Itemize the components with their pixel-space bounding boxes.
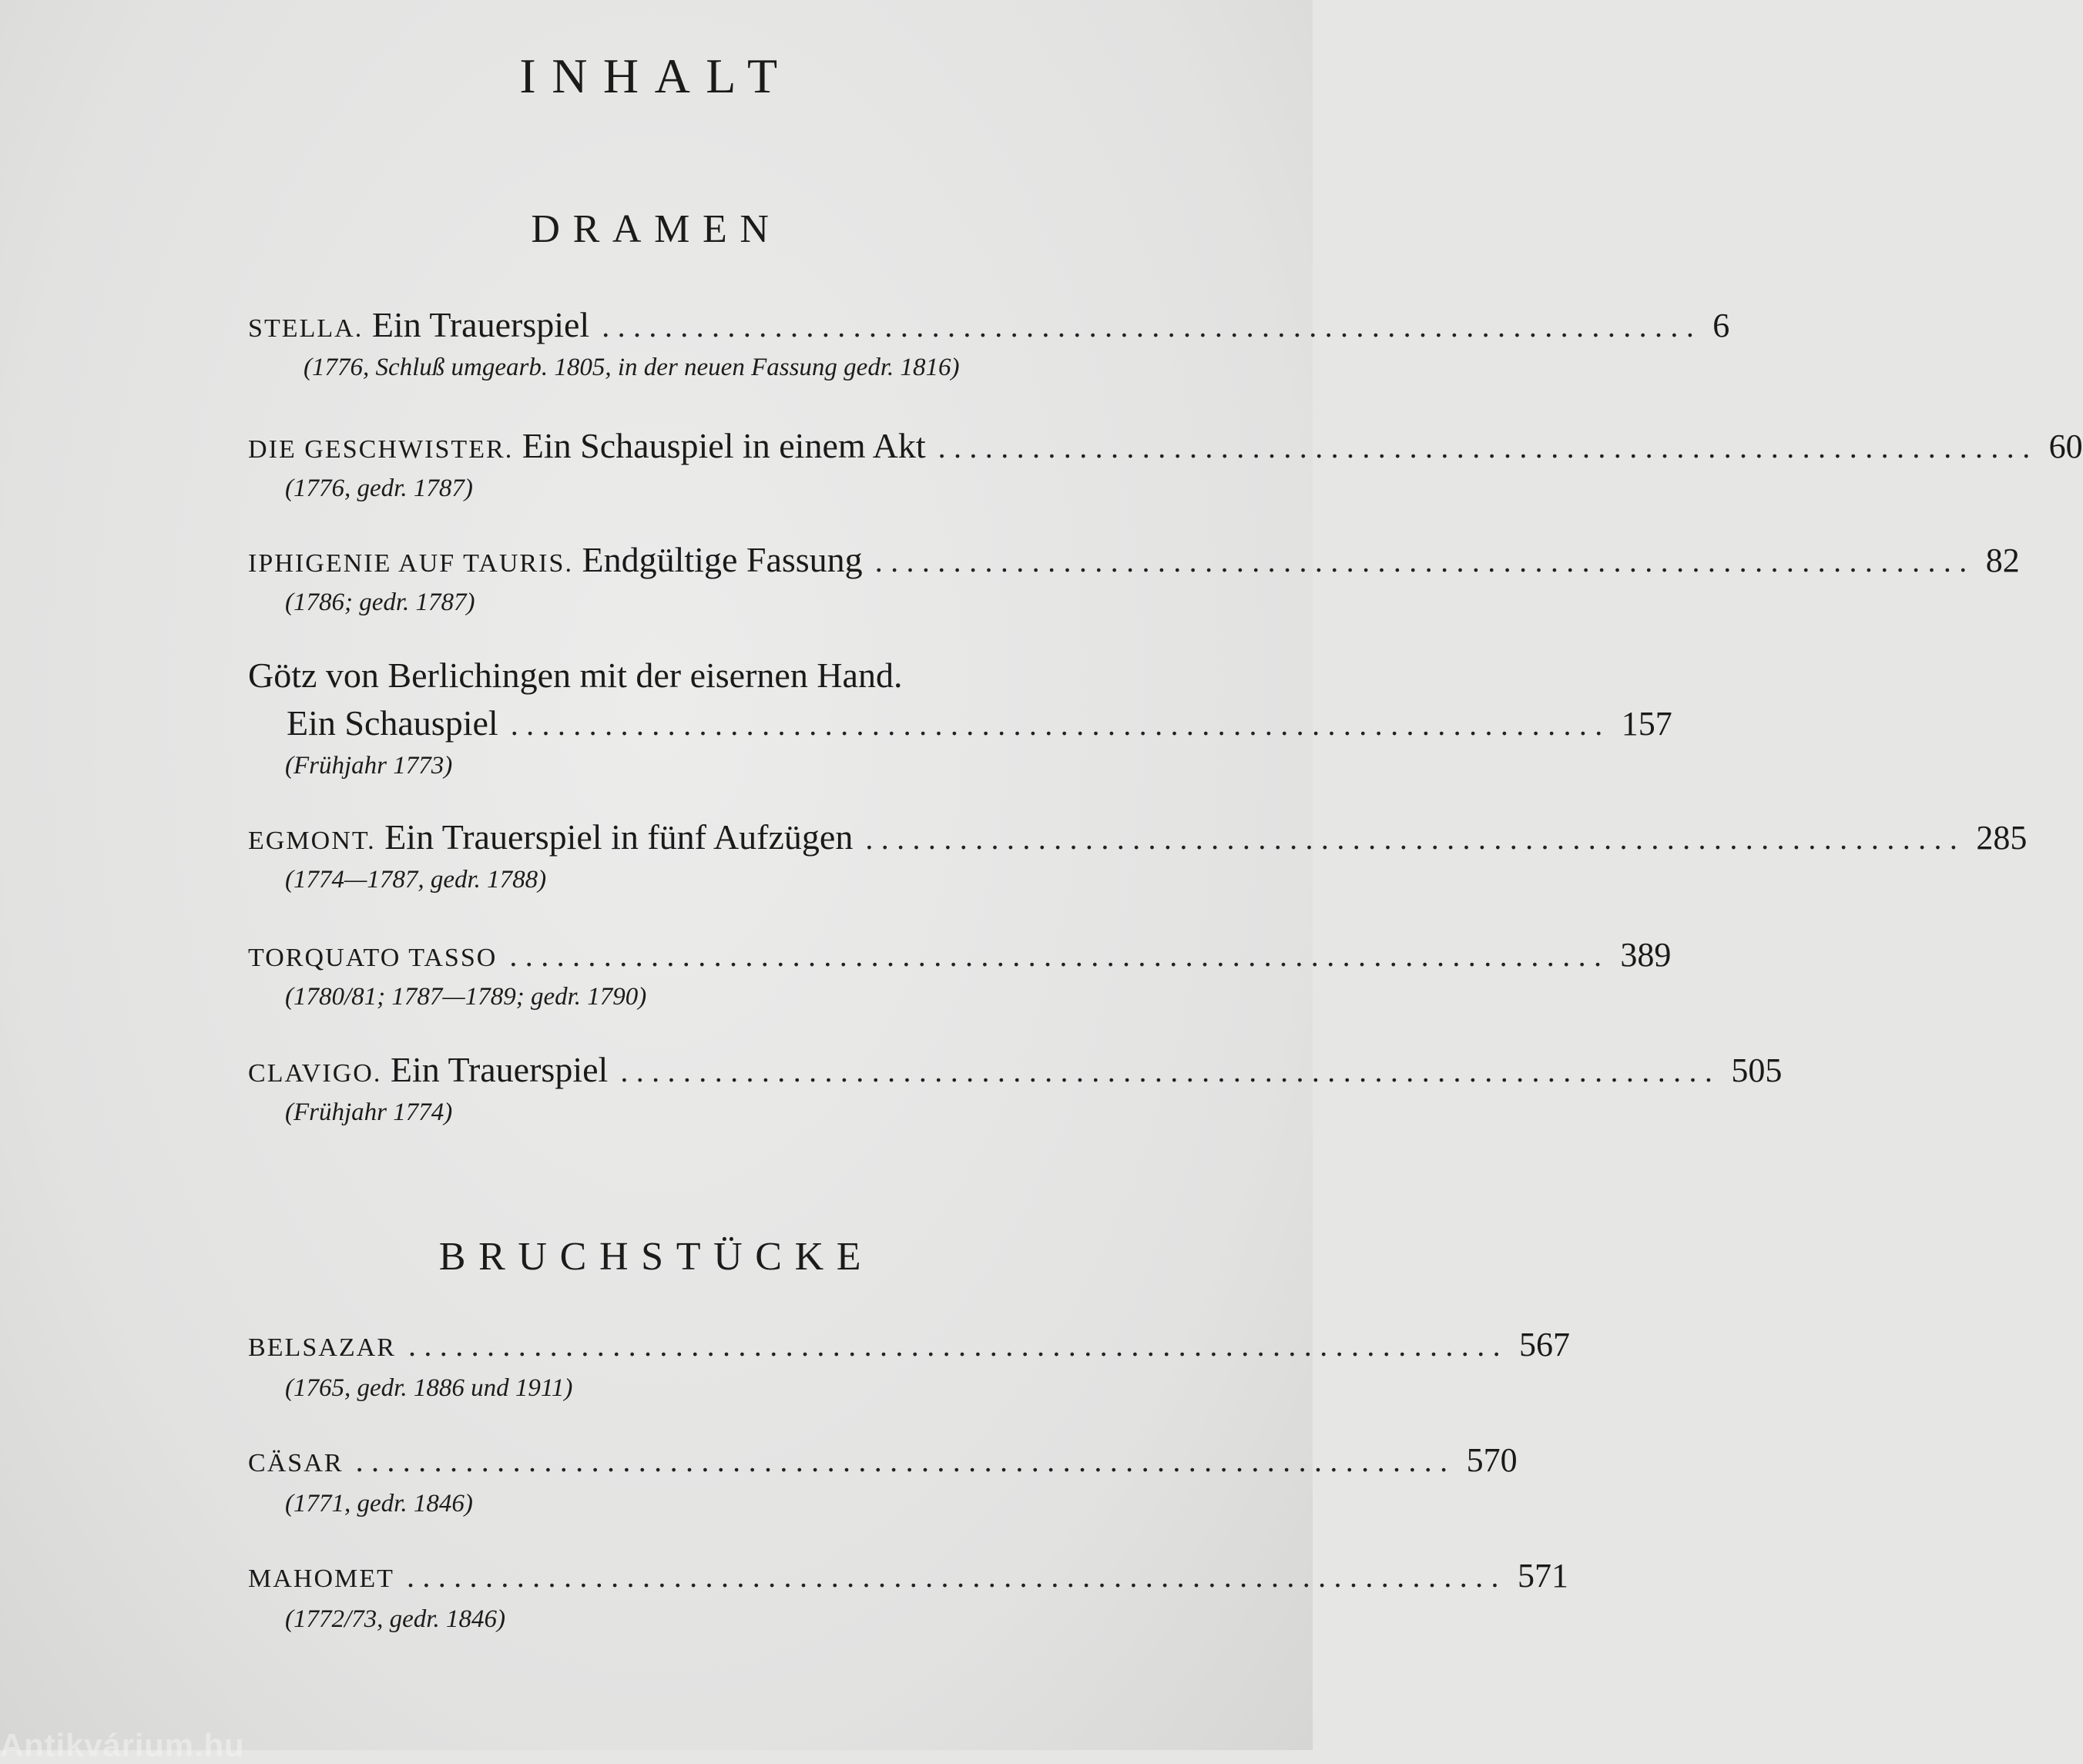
toc-entry-goetz xyxy=(248,655,1672,780)
entry-subtitle: Ein Trauerspiel in fünf Aufzügen xyxy=(375,817,854,857)
leader-dots: ...................................................................... xyxy=(620,1054,1721,1088)
entry-note: (1772/73, gedr. 1846) xyxy=(285,1605,505,1633)
leader-dots: ...................................................................... xyxy=(406,1559,1507,1594)
leader-dots: ...................................................................... xyxy=(509,938,1610,973)
page-number: 570 xyxy=(1466,1441,1518,1479)
leader-dots: ...................................................................... xyxy=(874,544,1975,578)
entry-title: Götz von Berlichingen mit der eisernen Hand. xyxy=(248,656,903,695)
toc-entry-egmont xyxy=(248,817,2028,894)
entry-note: (1780/81; 1787—1789; gedr. 1790) xyxy=(285,983,647,1011)
page-number: 6 xyxy=(1712,307,1730,344)
entry-note: (Frühjahr 1774) xyxy=(285,1098,453,1126)
toc-entry-iphigenie xyxy=(248,539,2020,617)
toc-entry-caesar xyxy=(248,1440,1518,1518)
entry-subtitle: Endgültige Fassung xyxy=(573,540,863,579)
entry-note: (1776, gedr. 1787) xyxy=(285,475,473,502)
entry-title: CLAVIGO. xyxy=(248,1059,382,1088)
page-number: 571 xyxy=(1517,1557,1568,1595)
leader-dots: ...................................................................... xyxy=(938,430,2038,464)
entry-label xyxy=(248,934,497,974)
entry-subtitle: Ein Trauerspiel xyxy=(363,305,590,344)
toc-entry-belsazar xyxy=(248,1325,1570,1403)
entry-title: DIE GESCHWISTER. xyxy=(248,435,514,464)
toc-entry-clavigo xyxy=(248,1049,1783,1127)
watermark: Antikvárium.hu xyxy=(0,1727,245,1763)
entry-label xyxy=(248,817,853,857)
entry-title: MAHOMET xyxy=(248,1564,394,1593)
entry-subtitle: Ein Trauerspiel xyxy=(381,1050,609,1089)
entry-title: BELSAZAR xyxy=(248,1333,396,1362)
leader-dots: ...................................................................... xyxy=(865,821,1966,856)
entry-note: (1786; gedr. 1787) xyxy=(285,589,475,616)
page-title: INHALT xyxy=(519,49,793,103)
leader-dots: ...................................................................... xyxy=(510,707,1611,742)
page-number: 82 xyxy=(1985,542,2020,579)
page-number: 285 xyxy=(1976,819,2028,857)
page-number: 389 xyxy=(1620,936,1672,974)
entry-subtitle: Ein Schauspiel in einem Akt xyxy=(513,426,926,465)
entry-label xyxy=(248,539,863,580)
section-heading-dramen: DRAMEN xyxy=(531,207,782,251)
entry-title: STELLA. xyxy=(248,314,364,343)
entry-note: (1774—1787, gedr. 1788) xyxy=(285,866,547,894)
entry-note: (1776, Schluß umgearb. 1805, in der neuen Fassung gedr. 1816) xyxy=(304,354,960,381)
section-heading-bruchstuecke: BRUCHSTÜCKE xyxy=(438,1235,874,1279)
page-number: 567 xyxy=(1519,1326,1570,1363)
entry-title: EGMONT. xyxy=(248,827,376,855)
toc-entry-torquato-tasso xyxy=(248,934,1672,1011)
entry-note: (Frühjahr 1773) xyxy=(285,752,453,780)
toc-entry-stella xyxy=(248,304,1730,382)
page-number: 505 xyxy=(1731,1051,1783,1089)
leader-dots: ...................................................................... xyxy=(602,309,1702,344)
page-number: 60 xyxy=(2048,428,2083,465)
entry-title: CÄSAR xyxy=(248,1449,344,1477)
entry-subtitle: Ein Schauspiel xyxy=(287,703,498,743)
entry-title: TORQUATO TASSO xyxy=(248,944,498,972)
toc-entry-mahomet xyxy=(248,1556,1568,1634)
leader-dots: ...................................................................... xyxy=(408,1328,1508,1363)
entry-label xyxy=(248,425,926,466)
entry-label xyxy=(248,1049,608,1090)
toc-entry-die-geschwister xyxy=(248,425,2083,503)
entry-note: (1765, gedr. 1886 und 1911) xyxy=(285,1374,573,1402)
entry-title: IPHIGENIE AUF TAURIS. xyxy=(248,549,574,578)
entry-label xyxy=(248,304,589,345)
leader-dots: ...................................................................... xyxy=(355,1444,1456,1478)
page-number: 157 xyxy=(1621,705,1672,743)
entry-note: (1771, gedr. 1846) xyxy=(285,1490,473,1518)
